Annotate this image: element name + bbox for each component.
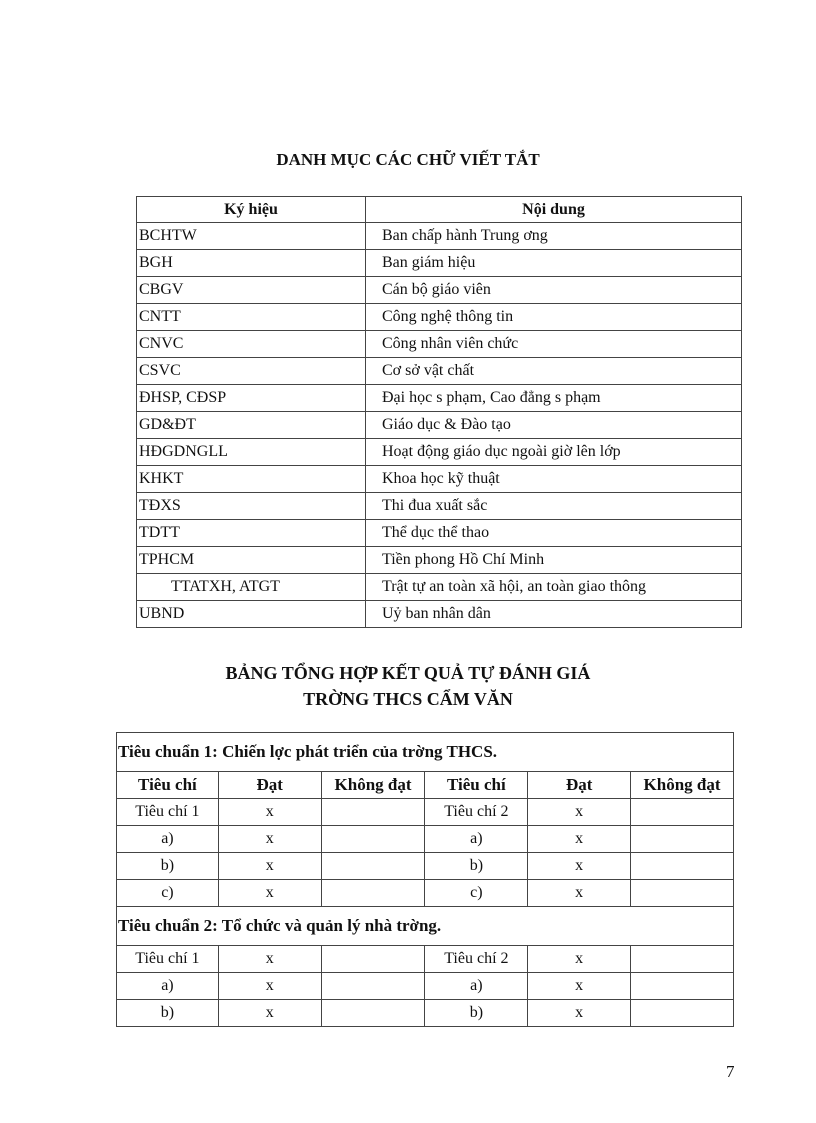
abbr-content: Trật tự an toàn xã hội, an toàn giao thông bbox=[366, 574, 742, 601]
evaluation-table bbox=[116, 732, 734, 1027]
criterion-cell: Tiêu chí 1 bbox=[117, 946, 219, 973]
content-header: Nội dung bbox=[366, 197, 742, 223]
pass-cell: x bbox=[528, 973, 631, 1000]
abbreviations-body bbox=[137, 223, 742, 628]
criterion-header: Tiêu chí bbox=[117, 772, 219, 799]
fail-cell bbox=[631, 799, 734, 826]
abbr-symbol: UBND bbox=[137, 601, 366, 628]
fail-cell bbox=[321, 880, 425, 907]
abbr-symbol: CNVC bbox=[137, 331, 366, 358]
pass-cell: x bbox=[218, 826, 321, 853]
abbr-content: Ban giám hiệu bbox=[366, 250, 742, 277]
standard-row bbox=[117, 733, 734, 772]
table-row bbox=[137, 574, 742, 601]
criterion-cell: a) bbox=[425, 973, 528, 1000]
evaluation-title-line1: BẢNG TỔNG HỢP KẾT QUẢ TỰ ĐÁNH GIÁ bbox=[225, 663, 591, 683]
table-row bbox=[137, 547, 742, 574]
abbr-symbol: CSVC bbox=[137, 358, 366, 385]
table-row bbox=[117, 880, 734, 907]
abbr-symbol: TTATXH, ATGT bbox=[137, 574, 366, 601]
fail-cell bbox=[321, 973, 425, 1000]
table-row bbox=[117, 946, 734, 973]
pass-cell: x bbox=[218, 853, 321, 880]
abbr-symbol: CBGV bbox=[137, 277, 366, 304]
abbr-content: Khoa học kỹ thuật bbox=[366, 466, 742, 493]
abbr-content: Ban chấp hành Trung ơng bbox=[366, 223, 742, 250]
fail-cell bbox=[631, 1000, 734, 1027]
abbr-content: Thể dục thể thao bbox=[366, 520, 742, 547]
fail-cell bbox=[631, 946, 734, 973]
abbr-content: Tiền phong Hồ Chí Minh bbox=[366, 547, 742, 574]
abbr-symbol: HĐGDNGLL bbox=[137, 439, 366, 466]
standard-row bbox=[117, 907, 734, 946]
evaluation-title bbox=[0, 660, 816, 712]
criterion-cell: a) bbox=[425, 826, 528, 853]
abbr-content: Thi đua xuất sắc bbox=[366, 493, 742, 520]
page-number: 7 bbox=[726, 1062, 735, 1081]
abbreviations-table bbox=[136, 196, 742, 628]
table-row bbox=[137, 385, 742, 412]
abbr-symbol: TDTT bbox=[137, 520, 366, 547]
fail-header: Không đạt bbox=[631, 772, 734, 799]
fail-cell bbox=[631, 973, 734, 1000]
abbreviations-title: DANH MỤC CÁC CHỮ VIẾT TẮT bbox=[276, 150, 540, 169]
table-row bbox=[137, 520, 742, 547]
abbr-content: Giáo dục & Đào tạo bbox=[366, 412, 742, 439]
criterion-cell: b) bbox=[117, 1000, 219, 1027]
table-row bbox=[137, 601, 742, 628]
table-row bbox=[137, 304, 742, 331]
abbr-content: Công nhân viên chức bbox=[366, 331, 742, 358]
abbreviations-header-row bbox=[137, 197, 742, 223]
table-row bbox=[117, 973, 734, 1000]
abbr-content: Cơ sở vật chất bbox=[366, 358, 742, 385]
pass-cell: x bbox=[528, 1000, 631, 1027]
abbr-content: Công nghệ thông tin bbox=[366, 304, 742, 331]
fail-cell bbox=[321, 1000, 425, 1027]
fail-cell bbox=[631, 826, 734, 853]
pass-cell: x bbox=[528, 946, 631, 973]
criterion-cell: a) bbox=[117, 973, 219, 1000]
fail-cell bbox=[631, 853, 734, 880]
abbr-content: Đại học s phạm, Cao đẳng s phạm bbox=[366, 385, 742, 412]
criterion-cell: Tiêu chí 2 bbox=[425, 799, 528, 826]
criterion-cell: b) bbox=[425, 1000, 528, 1027]
criterion-cell: c) bbox=[425, 880, 528, 907]
criterion-cell: Tiêu chí 1 bbox=[117, 799, 219, 826]
table-row bbox=[137, 223, 742, 250]
table-row bbox=[137, 466, 742, 493]
fail-cell bbox=[321, 946, 425, 973]
abbr-symbol: BCHTW bbox=[137, 223, 366, 250]
pass-cell: x bbox=[528, 826, 631, 853]
table-row bbox=[137, 250, 742, 277]
symbol-header: Ký hiệu bbox=[137, 197, 366, 223]
abbr-symbol: ĐHSP, CĐSP bbox=[137, 385, 366, 412]
abbr-symbol: TPHCM bbox=[137, 547, 366, 574]
table-row bbox=[117, 853, 734, 880]
table-row bbox=[137, 412, 742, 439]
abbr-symbol: GD&ĐT bbox=[137, 412, 366, 439]
table-row bbox=[117, 826, 734, 853]
abbr-content: Cán bộ giáo viên bbox=[366, 277, 742, 304]
pass-cell: x bbox=[528, 799, 631, 826]
fail-cell bbox=[321, 799, 425, 826]
fail-cell bbox=[321, 853, 425, 880]
pass-cell: x bbox=[218, 799, 321, 826]
pass-cell: x bbox=[218, 1000, 321, 1027]
abbr-content: Uỷ ban nhân dân bbox=[366, 601, 742, 628]
pass-header: Đạt bbox=[218, 772, 321, 799]
abbr-symbol: CNTT bbox=[137, 304, 366, 331]
pass-cell: x bbox=[218, 946, 321, 973]
table-row bbox=[137, 277, 742, 304]
pass-cell: x bbox=[218, 973, 321, 1000]
pass-header: Đạt bbox=[528, 772, 631, 799]
standard-2-title: Tiêu chuẩn 2: Tổ chức và quản lý nhà trờng. bbox=[117, 907, 734, 946]
criterion-cell: a) bbox=[117, 826, 219, 853]
abbr-symbol: BGH bbox=[137, 250, 366, 277]
table-row bbox=[117, 799, 734, 826]
criterion-cell: Tiêu chí 2 bbox=[425, 946, 528, 973]
criterion-cell: b) bbox=[425, 853, 528, 880]
evaluation-header-row bbox=[117, 772, 734, 799]
pass-cell: x bbox=[528, 880, 631, 907]
table-row bbox=[117, 1000, 734, 1027]
pass-cell: x bbox=[218, 880, 321, 907]
criterion-header: Tiêu chí bbox=[425, 772, 528, 799]
table-row bbox=[137, 493, 742, 520]
criterion-cell: b) bbox=[117, 853, 219, 880]
abbr-content: Hoạt động giáo dục ngoài giờ lên lớp bbox=[366, 439, 742, 466]
fail-cell bbox=[321, 826, 425, 853]
fail-header: Không đạt bbox=[321, 772, 425, 799]
abbr-symbol: TĐXS bbox=[137, 493, 366, 520]
table-row bbox=[137, 358, 742, 385]
abbr-symbol: KHKT bbox=[137, 466, 366, 493]
table-row bbox=[137, 439, 742, 466]
fail-cell bbox=[631, 880, 734, 907]
evaluation-title-line2: TRỜNG THCS CẨM VĂN bbox=[303, 689, 513, 709]
pass-cell: x bbox=[528, 853, 631, 880]
table-row bbox=[137, 331, 742, 358]
criterion-cell: c) bbox=[117, 880, 219, 907]
standard-1-title: Tiêu chuẩn 1: Chiến lợc phát triển của trờng THCS. bbox=[117, 733, 734, 772]
